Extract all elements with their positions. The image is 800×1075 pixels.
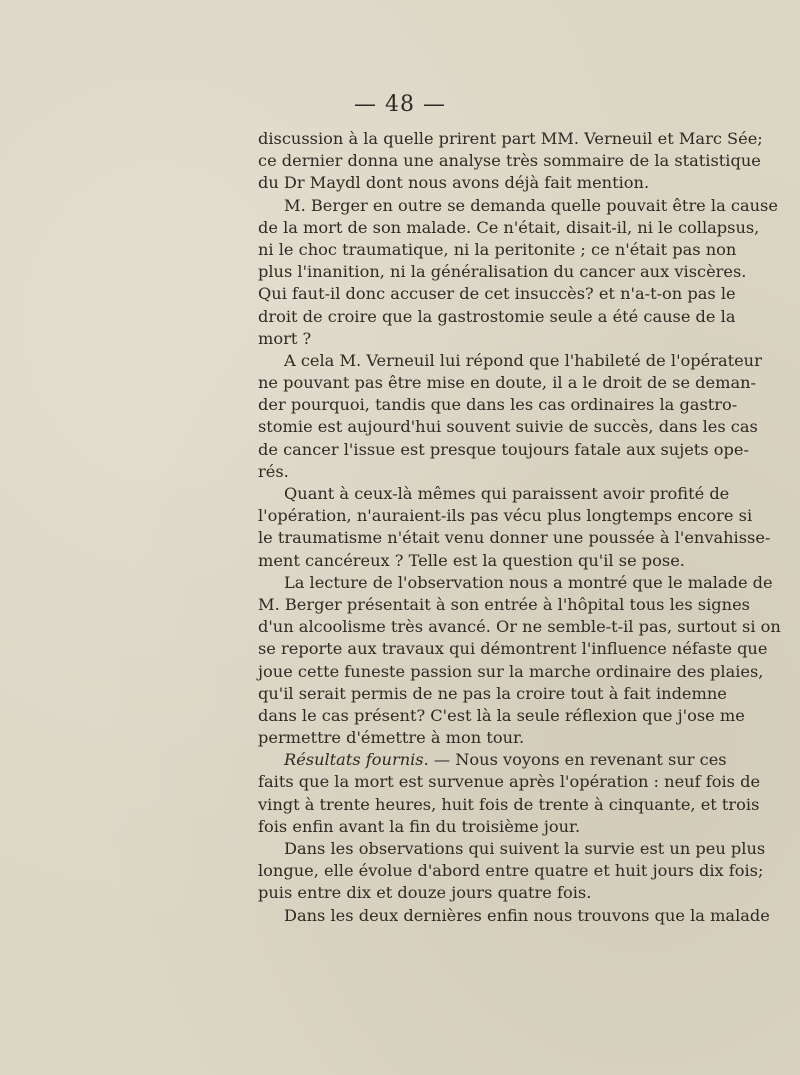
text-line (258, 328, 708, 350)
line-text: — Nous voyons en revenant sur ces (428, 750, 727, 770)
text-line (258, 372, 757, 394)
line-text: Dans les deux dernières enfin nous trouvons que la malade (284, 905, 770, 925)
italic-heading: Résultats fournis. (284, 750, 429, 770)
text-line (258, 461, 708, 483)
text-line (258, 505, 753, 527)
text-line (258, 771, 761, 793)
line-text: permettre d'émettre à mon tour. (258, 728, 525, 748)
body-text (258, 128, 781, 927)
text-line (258, 261, 747, 283)
line-text: La lecture de l'observation nous a montré que le malade de (284, 572, 773, 592)
line-text: M. Berger présentait à son entrée à l'hôpital tous les signes (258, 594, 750, 614)
text-line (258, 350, 762, 372)
line-text: se reporte aux travaux qui démontrent l'influence néfaste que (258, 639, 768, 659)
line-text: stomie est aujourd'hui souvent suivie de succès, dans les cas (258, 417, 758, 437)
line-text: droit de croire que la gastrostomie seule a été cause de la (258, 306, 736, 326)
text-line (258, 616, 781, 638)
line-text: de cancer l'issue est presque toujours fatale aux sujets ope- (258, 439, 749, 459)
line-text: mort ? (258, 328, 312, 348)
line-text: le traumatisme n'était venu donner une poussée à l'envahisse- (258, 528, 771, 548)
text-line (258, 838, 766, 860)
text-line (258, 150, 761, 172)
text-line (258, 217, 760, 239)
line-text: dans le cas présent? C'est là la seule réflexion que j'ose me (258, 705, 745, 725)
line-text: rés. (258, 461, 289, 481)
page-number: — 48 — (354, 92, 446, 117)
line-text: ment cancéreux ? Telle est la question qu'il se pose. (258, 550, 685, 570)
line-text: Dans les observations qui suivent la survie est un peu plus (284, 839, 766, 858)
text-line (258, 638, 768, 660)
text-line (258, 683, 727, 705)
text-line (258, 860, 764, 882)
line-text: l'opération, n'auraient-ils pas vécu plus longtemps encore si (258, 506, 753, 526)
line-text: ne pouvant pas être mise en doute, il a le droit de se deman- (258, 373, 757, 393)
line-text: der pourquoi, tandis que dans les cas ordinaires la gastro- (258, 395, 738, 415)
line-text: puis entre dix et douze jours quatre fois. (258, 883, 592, 903)
text-line (258, 128, 763, 150)
line-text: discussion à la quelle prirent part MM. Verneuil et Marc Sée; (258, 129, 763, 148)
line-text: qu'il serait permis de ne pas la croire tout à fait indemne (258, 683, 727, 703)
line-text: ni le choc traumatique, ni la peritonite ; ce n'était pas non (258, 239, 737, 259)
text-line (258, 882, 708, 904)
text-line (258, 661, 764, 683)
text-line (258, 705, 745, 727)
text-line (258, 816, 708, 838)
line-text: du Dr Maydl dont nous avons déjà fait mention. (258, 173, 650, 193)
text-line (258, 416, 758, 438)
text-line (258, 172, 708, 194)
line-text: faits que la mort est survenue après l'opération : neuf fois de (258, 772, 761, 792)
text-line (258, 905, 770, 927)
text-line (258, 572, 773, 594)
text-line (258, 727, 708, 749)
line-text: d'un alcoolisme très avancé. Or ne semble-t-il pas, surtout si on (258, 617, 781, 637)
line-text: joue cette funeste passion sur la marche ordinaire des plaies, (258, 661, 764, 681)
line-text: M. Berger en outre se demanda quelle pouvait être la cause (284, 195, 778, 215)
text-line (258, 550, 708, 572)
text-line (258, 239, 737, 261)
text-line (258, 283, 736, 305)
text-line (258, 306, 736, 328)
line-text: longue, elle évolue d'abord entre quatre et huit jours dix fois; (258, 861, 764, 881)
line-text: Qui faut-il donc accuser de cet insuccès? et n'a-t-on pas le (258, 284, 736, 304)
text-line (258, 749, 727, 771)
line-text: Quant à ceux-là mêmes qui paraissent avoir profité de (284, 484, 730, 503)
line-text: vingt à trente heures, huit fois de trente à cinquante, et trois (258, 794, 760, 814)
line-text: A cela M. Verneuil lui répond que l'habileté de l'opérateur (284, 350, 762, 370)
text-line (258, 794, 760, 816)
line-text: fois enfin avant la fin du troisième jour. (258, 816, 581, 836)
line-text: plus l'inanition, ni la généralisation du cancer aux viscères. (258, 262, 747, 282)
text-line (258, 439, 749, 461)
text-line (258, 195, 778, 217)
line-text: ce dernier donna une analyse très sommaire de la statistique (258, 151, 761, 171)
text-line (258, 594, 750, 616)
text-line (258, 483, 730, 505)
text-line (258, 394, 738, 416)
line-text: de la mort de son malade. Ce n'était, disait-il, ni le collapsus, (258, 217, 760, 237)
text-line (258, 527, 771, 549)
